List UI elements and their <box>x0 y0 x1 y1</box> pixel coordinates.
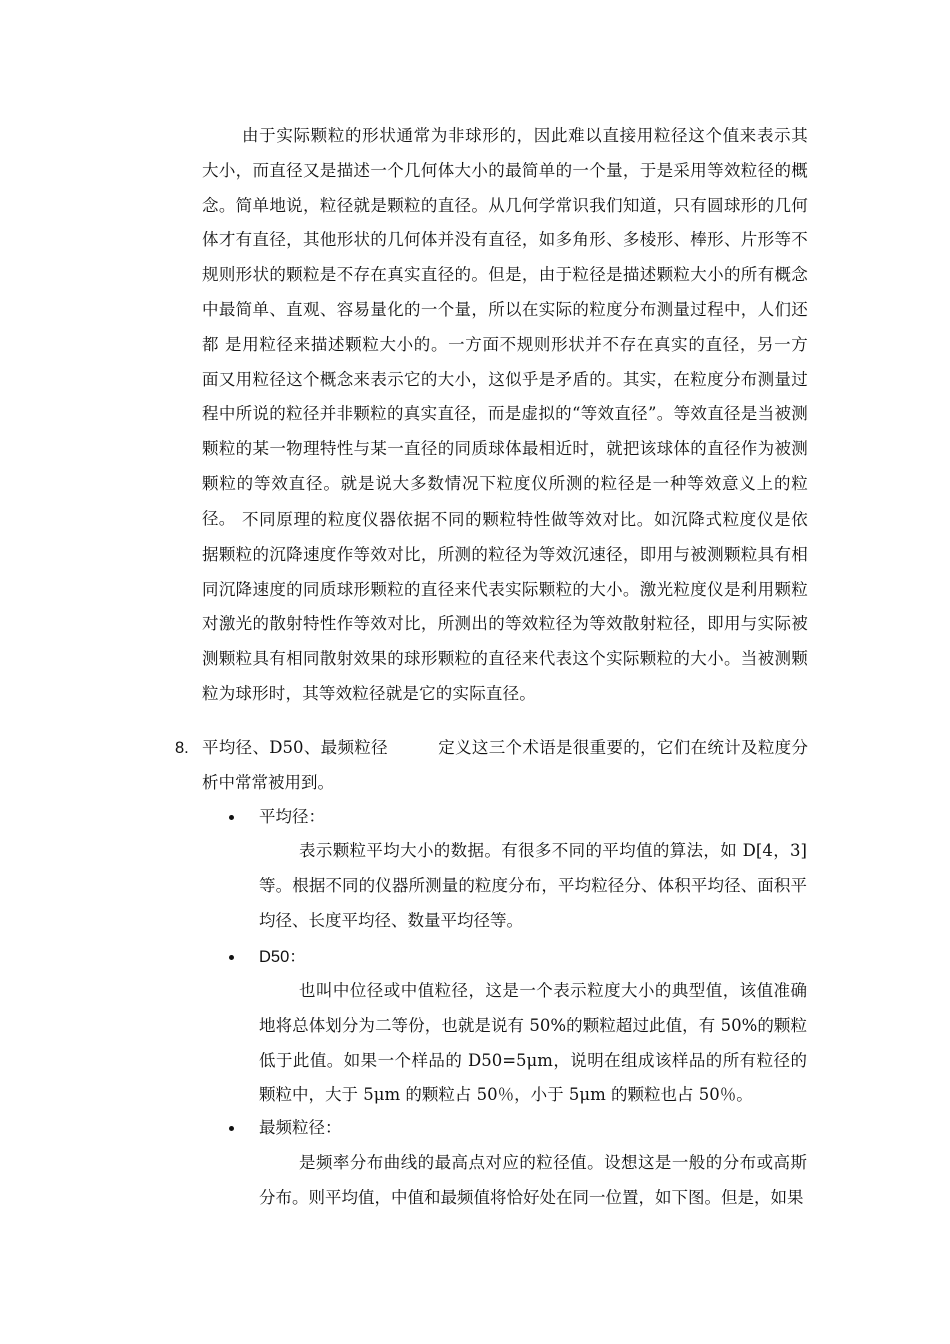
list-item-description: 定义这三个术语是很重要的，它们在统计及粒度分析中常常被用到。 <box>202 738 808 792</box>
paragraph-instrument-principles: 不同原理的粒度仪器依据不同的颗粒特性做等效对比。如沉降式粒度仪是依据颗粒的沉降速度作等效对比，所测的粒径为等效沉速径，即用与被测颗粒具有相同沉降速度的同质球形颗粒的直径来代表实际颗粒的大小。激光粒度仪是利用颗粒对激光的散射特性作等效对比，所测出的等效粒径为等效散射粒径，即用与实际被测颗粒具有相同散射效果的球形颗粒的直径来代表这个实际颗粒的大小。当被测颗粒为球形时，其等效粒径就是它的实际直径。 <box>202 510 808 703</box>
list-item-heading: 平均径、D50、最频粒径 <box>202 738 388 757</box>
bullet-label: 最频粒径： <box>259 1118 342 1137</box>
list-item-body <box>202 731 808 801</box>
bullet-label: D50： <box>259 948 306 966</box>
bullet-icon <box>229 940 245 975</box>
list-item-number: 8. <box>175 739 189 757</box>
bullet-text-mode-diameter: 是频率分布曲线的最高点对应的粒径值。设想这是一般的分布或高斯分布。则平均值，中值和最频值将恰好处在同一位置，如下图。但是，如果 <box>259 1153 807 1207</box>
bullet-text-mean-diameter: 表示颗粒平均大小的数据。有很多不同的平均值的算法，如 D[4，3]等。根据不同的仪器所测量的粒度分布，平均粒径分、体积平均径、面积平均径、长度平均径、数量平均径等。 <box>259 841 807 930</box>
bullet-icon <box>229 1111 245 1146</box>
bullet-text-d50: 也叫中位径或中值粒径，这是一个表示粒度大小的典型值，该值准确地将总体划分为二等份，也就是说有 50%的颗粒超过此值，有 50%的颗粒低于此值。如果一个样品的 D50=5μm，说明在组成该样品的所有粒径的颗粒中，大于 5μm 的颗粒占 50％，小于 5μm 的颗粒也占 50％。 <box>259 981 807 1105</box>
bullet-label: 平均径： <box>259 807 325 826</box>
paragraph-equivalent-diameter: 由于实际颗粒的形状通常为非球形的，因此难以直接用粒径这个值来表示其大小，而直径又是描述一个几何体大小的最简单的一个量，于是采用等效粒径的概念。简单地说，粒径就是颗粒的直径。从几何学常识我们知道，只有圆球形的几何体才有直径，其他形状的几何体并没有直径，如多角形、多棱形、棒形、片形等不规则形状的颗粒是不存在真实直径的。但是，由于粒径是描述颗粒大小的所有概念中最简单、直观、容易量化的一个量，所以在实际的粒度分布测量过程中，人们还都 是用粒径来描述颗粒大小的。一方面不规则形状并不存在真实的直径，另一方面又用粒径这个概念来表示它的大小，这似乎是矛盾的。其实，在粒度分布测量过程中所说的粒径并非颗粒的真实直径，而是虚拟的“等效直径”。等效直径是当被测颗粒的某一物理特性与某一直径的同质球体最相近时，就把该球体的直径作为被测颗粒的等效直径。就是说大多数情况下粒度仪所测的粒径是一种等效意义上的粒径。 <box>202 126 808 528</box>
bullet-icon <box>229 800 245 835</box>
